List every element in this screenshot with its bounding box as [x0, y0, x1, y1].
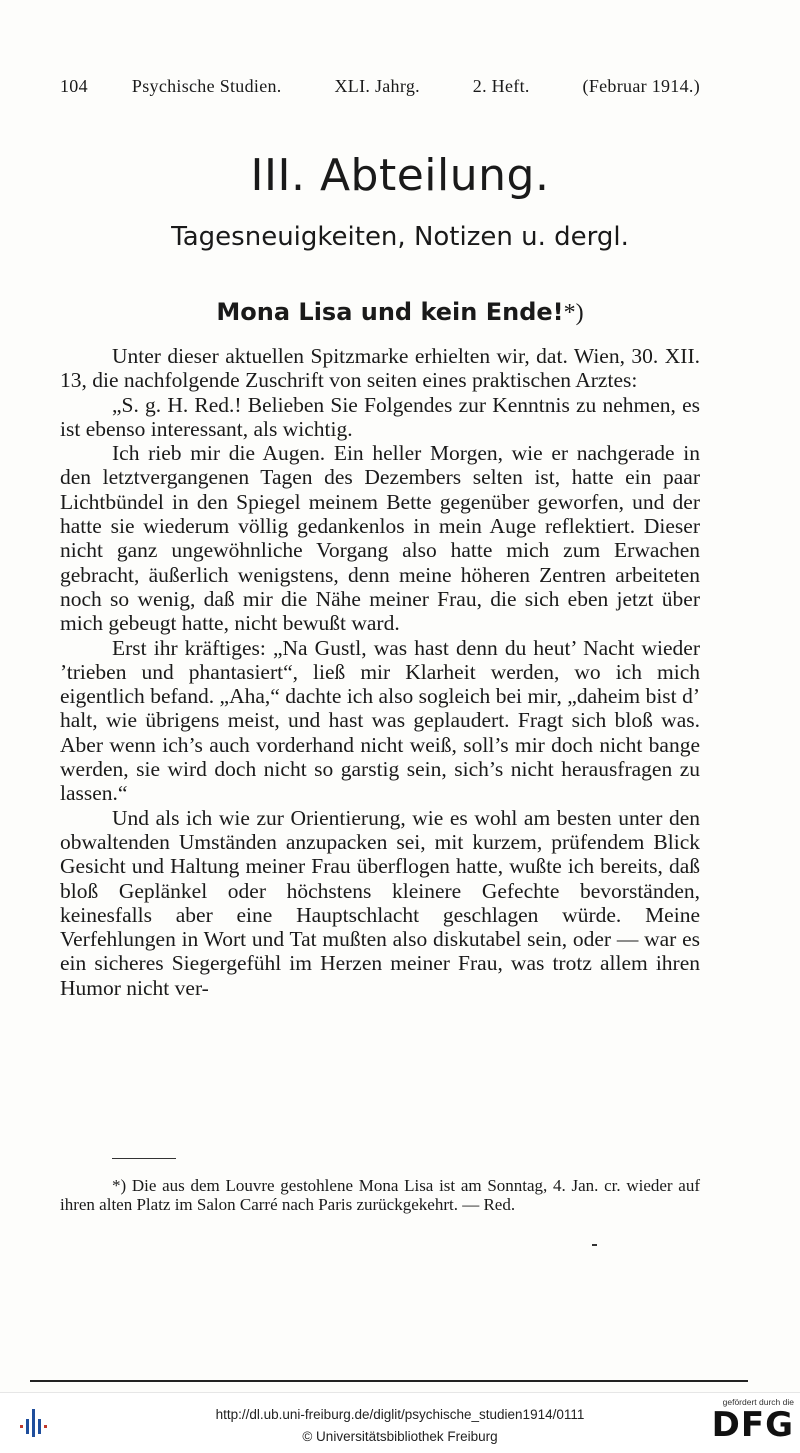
article-title [0, 298, 800, 327]
section-subtitle: Tagesneuigkeiten, Notizen u. dergl. [171, 222, 629, 252]
print-speck [592, 1244, 597, 1246]
footnote-reference: *) [563, 300, 584, 326]
document-url-link[interactable]: http://dl.ub.uni-freiburg.de/diglit/psychische_studien1914/0111 [215, 1407, 585, 1422]
header-citation [132, 76, 700, 97]
section-title: III. Abteilung. [250, 150, 550, 201]
paragraph: Und als ich wie zur Orientierung, wie es wohl am besten unter den obwaltenden Umständen anzupacken sei, mit kurzem, prüfendem Blick Gesicht und Haltung meiner Frau überflogen hatte, wußte ich bereits, daß bloß Geplänkel oder höchstens kleinere Gefechte bevorständen, keinesfalls aber eine Hauptschlacht geschlagen würde. Meine Verfehlungen in Wort und Tat mußten also diskutabel sein, oder — war es ein sicheres Siegergefühl im Herzen meiner Frau, was trotz allem ihren Humor nicht ver- [60, 805, 700, 1000]
paragraph: Unter dieser aktuellen Spitzmarke erhielten wir, dat. Wien, 30. XII. 13, die nachfolgende Zuschrift von seiten eines praktischen Arztes: [60, 344, 700, 393]
footnote-divider [112, 1158, 176, 1159]
page-number: 104 [60, 76, 88, 96]
dfg-logo [704, 1397, 794, 1449]
paragraph: Ich rieb mir die Augen. Ein heller Morgen, wie er nachgerade in den letztvergangenen Tagen des Dezembers selten ist, hatte ein paar Lichtbündel in den Spiegel meinem Bette gegenüber geworfen, und der hatte sie wiederum völlig gedankenlos in mein Auge reflektiert. Dieser nicht ganz ungewöhnliche Vorgang also hatte mich zum Erwachen gebracht, äußerlich wenigstens, denn meine höheren Zentren arbeiteten noch so wenig, daß mir die Nähe meiner Frau, die sich eben jetzt über mich gebeugt hatte, nicht bewußt ward. [60, 441, 700, 636]
viewer-footer [0, 1392, 800, 1453]
journal-name: Psychische Studien. [131, 76, 282, 96]
paragraph: Erst ihr kräftiges: „Na Gustl, was hast denn du heut’ Nacht wieder ’trieben und phantasiert“, ließ mir Klarheit werden, wo ich mich eigentlich befand. „Aha,“ dachte ich also sogleich bei mir, „daheim bist d’ halt, wie übrigens meist, und hast was geplaudert. Fragt sich bloß was. Aber wenn ich’s auch vorderhand nicht weiß, soll’s mir doch nicht bange werden, sie wird doch nicht so garstig sein, sich’s nicht herausfragen zu lassen.“ [60, 635, 700, 806]
issue-date: (Februar 1914.) [582, 76, 700, 96]
running-head [60, 76, 700, 97]
issue: 2. Heft. [472, 76, 530, 96]
page-bottom-rule [30, 1380, 748, 1382]
copyright-notice: © Universitätsbibliothek Freiburg [302, 1429, 498, 1444]
dfg-wordmark: DFG [711, 1405, 794, 1445]
funding-label: gefördert durch die [722, 1397, 794, 1407]
article-title-text: Mona Lisa und kein Ende! [216, 298, 564, 326]
volume: XLI. Jahrg. [334, 76, 420, 96]
article-body [60, 344, 700, 1000]
footnote: *) Die aus dem Louvre gestohlene Mona Lisa ist am Sonntag, 4. Jan. cr. wieder auf ihren alten Platz im Salon Carré nach Paris zurückgekehrt. — Red. [60, 1176, 700, 1214]
paragraph: „S. g. H. Red.! Belieben Sie Folgendes zur Kenntnis zu nehmen, es ist ebenso interessant, als wichtig. [60, 392, 700, 441]
